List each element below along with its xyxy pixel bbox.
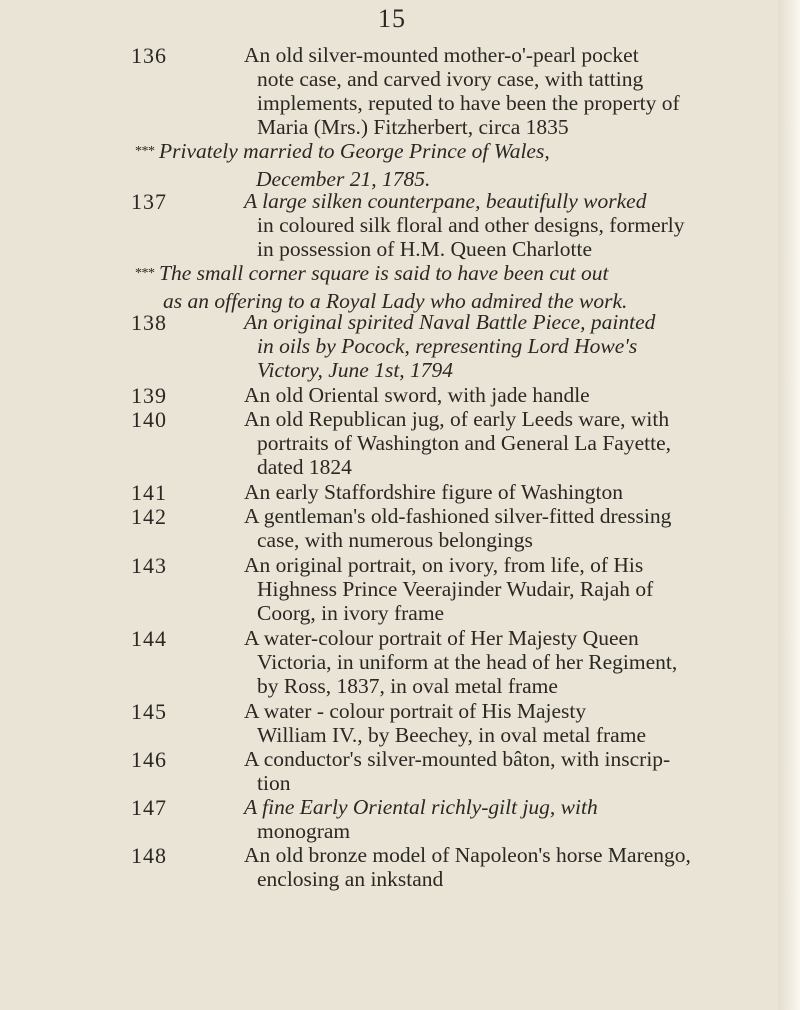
lot-description [244,213,784,261]
footnote-line [135,139,785,167]
lot-line: portraits of Washington and General La Fayette, [257,431,672,455]
footnote [135,139,785,191]
lot-line: A conductor's silver-mounted bâton, with inscrip- [244,747,671,771]
lot-line: in possession of H.M. Queen Charlotte [257,237,593,261]
lot-number: 136 [131,43,167,68]
lot-description [244,383,784,407]
lot-line: An early Staffordshire figure of Washington [244,480,624,504]
footnote-line [135,261,785,289]
lot-description [244,699,784,747]
lot-line: implements, reputed to have been the property of [257,91,680,115]
lot-description [244,819,784,843]
lot-description [244,553,784,625]
asterism-mark: * * * [135,266,153,281]
lot-description [244,407,784,479]
lot-description [244,189,784,213]
lot-line: Highness Prince Veerajinder Wudair, Rajah of [257,577,654,601]
lot-number: 145 [131,699,167,724]
lot-line: in coloured silk floral and other designs, formerly [257,213,685,237]
lot-line: Maria (Mrs.) Fitzherbert, circa 1835 [257,115,569,139]
footnote-line: as an offering to a Royal Lady who admired the work. [163,289,628,313]
footnote-text: Privately married to George Prince of Wales, [159,139,550,163]
lot-line: tion [257,771,291,795]
lot-line: Victoria, in uniform at the head of her Regiment, [257,650,678,674]
lot-line: A gentleman's old-fashioned silver-fitted dressing [244,504,672,528]
lot-line: in oils by Pocock, representing Lord Howe's [257,334,638,358]
lot-line: An old bronze model of Napoleon's horse Marengo, [244,843,691,867]
lot-description [244,310,784,382]
lot-description [244,747,784,795]
lot-line: A fine Early Oriental richly-gilt jug, with [244,795,598,819]
lot-line: An original spirited Naval Battle Piece, painted [244,310,656,334]
lot-line: Coorg, in ivory frame [257,601,445,625]
lot-number: 142 [131,504,167,529]
footnote-line: December 21, 1785. [256,167,431,191]
lot-description [244,504,784,552]
lot-description [244,843,784,891]
lot-line: enclosing an inkstand [257,867,444,891]
lot-number: 146 [131,747,167,772]
lot-description [244,43,784,139]
page-number: 15 [378,4,406,33]
lot-number: 138 [131,310,167,335]
lot-number: 147 [131,795,167,820]
footnote-text: The small corner square is said to have been cut out [159,261,609,285]
lot-line: An original portrait, on ivory, from life, of His [244,553,644,577]
lot-number: 140 [131,407,167,432]
asterism-mark: * * * [135,144,153,159]
lot-description [244,626,784,698]
lot-line: dated 1824 [257,455,352,479]
lot-line: monogram [257,819,351,843]
lot-number: 139 [131,383,167,408]
lot-description [244,480,784,504]
lot-number: 148 [131,843,167,868]
lot-number: 141 [131,480,167,505]
lot-line: An old silver-mounted mother-o'-pearl pocket [244,43,639,67]
lot-line: William IV., by Beechey, in oval metal frame [257,723,646,747]
lot-line: An old Oriental sword, with jade handle [244,383,590,407]
lot-line: An old Republican jug, of early Leeds ware, with [244,407,670,431]
lot-line: Victory, June 1st, 1794 [257,358,454,382]
lot-number: 144 [131,626,167,651]
lot-line: A water-colour portrait of Her Majesty Queen [244,626,639,650]
footnote [135,261,785,313]
lot-line: A water - colour portrait of His Majesty [244,699,587,723]
lot-description [244,795,784,819]
lot-line: note case, and carved ivory case, with tatting [257,67,644,91]
lot-number: 143 [131,553,167,578]
lot-line: A large silken counterpane, beautifully worked [244,189,647,213]
lot-line: case, with numerous belongings [257,528,533,552]
lot-line: by Ross, 1837, in oval metal frame [257,674,558,698]
lot-number: 137 [131,189,167,214]
